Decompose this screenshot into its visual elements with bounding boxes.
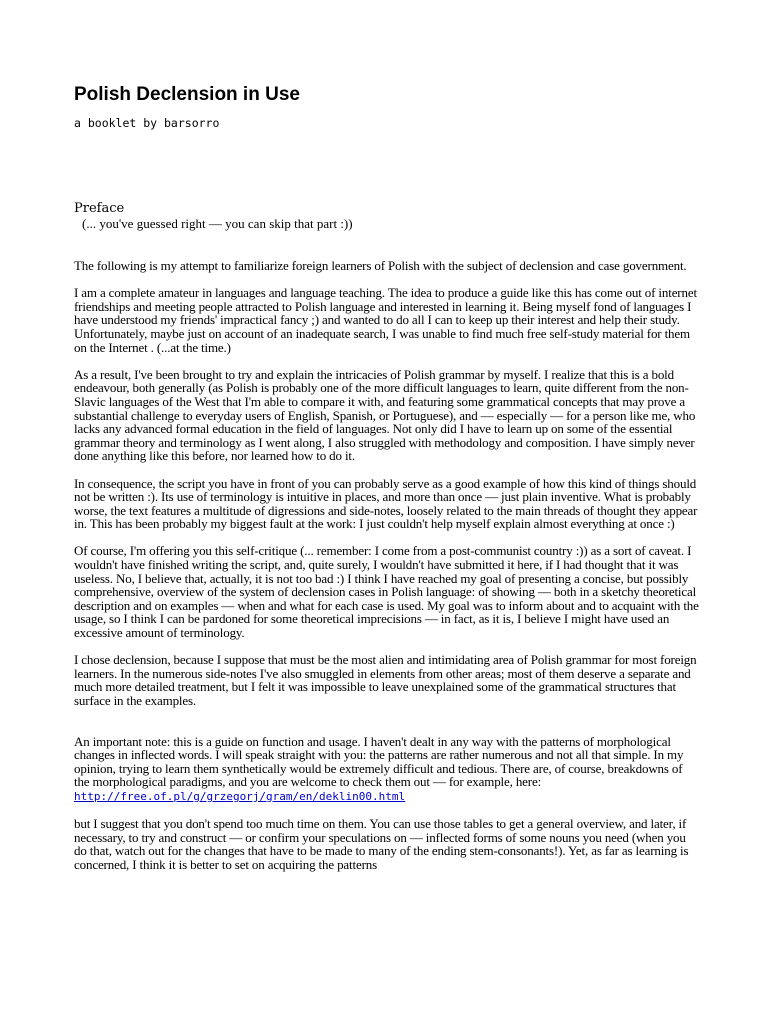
body-text — [74, 259, 700, 885]
paragraph-self-critique: Of course, I'm offering you this self-critique (... remember: I come from a post-communist country :)) as a sort of caveat. I wouldn't have finished writing the script, and, quite surely, I wouldn't have submitted it here, if I had thought that it was useless. No, I believe that, actually, it is not too bad :) I think I have reached my goal of presenting a concise, but possibly comprehensive, overview of the system of declension cases in Polish language: of showing — both in a sketchy theoretical description and on examples — when and what for each case is used. My goal was to inform about and to acquaint with the usage, so I think I can be pardoned for some theoretical imprecisions — in fact, as it is, I believe I might have used an excessive amount of terminology. — [74, 543, 699, 641]
document-title: Polish Declension in Use — [74, 84, 300, 105]
paragraph-closing: but I suggest that you don't spend too much time on them. You can use those tables to get a general overview, and later, if necessary, to try and construct — or confirm your speculations on — inflected forms of some nouns you need (when you do that, watch out for the changes that have to be made to many of the ending stem-consonants!). Yet, as far as learning is concerned, I think it is better to set on acquiring the patterns — [74, 816, 689, 872]
paragraph-important-note — [74, 735, 700, 804]
preface-note: (... you've guessed right — you can skip that part :)) — [82, 216, 353, 231]
paragraph-consequence: In consequence, the script you have in front of you can probably serve as a good example of how this kind of things should not be written :). Its use of terminology is intuitive in places, and more than once — just plain inventive. What is probably worse, the text features a multitude of digressions and side-notes, loosely related to the main threads of thought they appear in. This has been probably my biggest fault at the work: I just couldn't help myself explain almost everything at once :) — [74, 475, 698, 532]
declension-tables-link[interactable]: http://free.of.pl/g/grzegorj/gram/en/deklin00.html — [74, 789, 406, 803]
document-subtitle: a booklet by barsorro — [74, 116, 220, 130]
paragraph-declension-choice: I chose declension, because I suppose that must be the most alien and intimidating area of Polish grammar for most foreign learners. In the numerous side-notes I've also smuggled in elements from other areas; most of them deserve a separate and much more detailed treatment, but I felt it was impossible to leave unexplained some of the grammatical structures that surface in the examples. — [74, 652, 697, 708]
paragraph-amateur: I am a complete amateur in languages and language teaching. The idea to produce a guide like this has come out of internet friendships and meeting people attracted to Polish language and interested in learning it. Being myself fond of languages I have understood my friends' impractical fancy ;) and wanted to do all I can to keep up their interest and help their study. Unfortunately, maybe just on account of an inadequate search, I was unable to find much free self-study material for them on the Internet . (...at the time.) — [74, 285, 697, 355]
important-note-text: An important note: this is a guide on function and usage. I haven't dealt in any way with the patterns of morphological changes in inflected words. I will speak straight with you: the patterns are rather numerous and not all that simple. In my opinion, trying to learn them synthetically would be extremely difficult and tedious. There are, of course, breakdowns of the morphological paradigms, and you are welcome to check them out — for example, here: — [74, 733, 684, 790]
preface-heading: Preface — [74, 201, 125, 216]
paragraph-intro: The following is my attempt to familiarize foreign learners of Polish with the subject of declension and case government. — [74, 258, 687, 273]
paragraph-result: As a result, I've been brought to try and explain the intricacies of Polish grammar by myself. I realize that this is a bold endeavour, both generally (as Polish is probably one of the more difficult languages to learn, quite different from the non-Slavic languages of the West that I'm able to compare it with, and featuring some grammatical concepts that may prove a substantial challenge to everyday users of English, Spanish, or Portuguese), and — especially — for a person like me, who lacks any advanced formal education in the field of languages. Not only did I have to learn up on some of the essential grammar theory and terminology as I went along, I also struggled with methodology and composition. I have simply never done anything like this before, nor learned how to do it. — [74, 366, 696, 464]
